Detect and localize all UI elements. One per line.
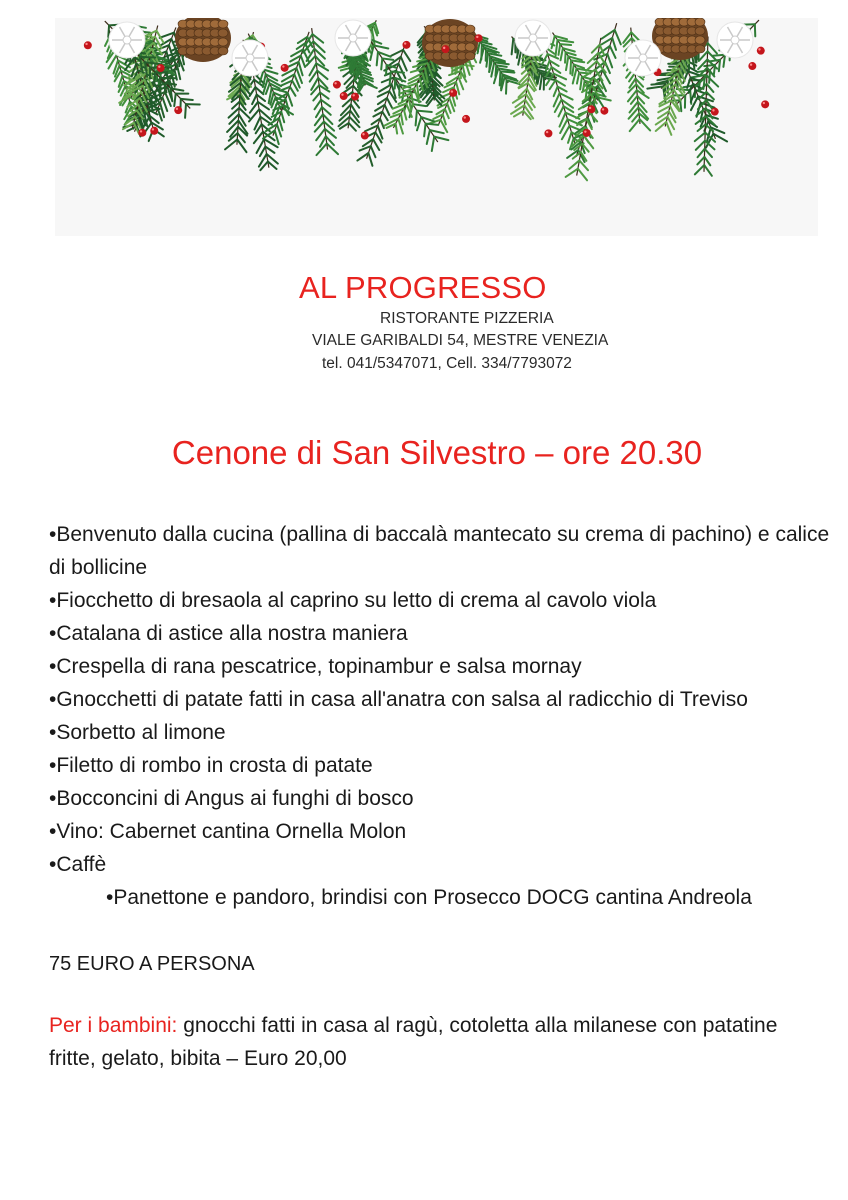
kids-menu-label: Per i bambini: xyxy=(49,1014,178,1037)
menu-list xyxy=(49,518,839,914)
christmas-garland-banner xyxy=(55,18,818,236)
restaurant-type: RISTORANTE PIZZERIA xyxy=(380,310,554,327)
menu-item: •Sorbetto al limone xyxy=(49,721,226,744)
restaurant-name: AL PROGRESSO xyxy=(299,270,547,305)
menu-item: •Benvenuto dalla cucina (pallina di baccalà mantecato su crema di pachino) e calice di bollicine xyxy=(49,523,830,579)
kids-menu xyxy=(49,1009,829,1075)
event-title: Cenone di San Silvestro – ore 20.30 xyxy=(171,434,703,471)
menu-item: •Bocconcini di Angus ai funghi di bosco xyxy=(49,787,414,810)
restaurant-address: VIALE GARIBALDI 54, MESTRE VENEZIA xyxy=(312,332,609,349)
menu-item: •Crespella di rana pescatrice, topinambur e salsa mornay xyxy=(49,655,582,678)
price-per-person: 75 EURO A PERSONA xyxy=(49,953,255,975)
menu-item: •Panettone e pandoro, brindisi con Prosecco DOCG cantina Andreola xyxy=(106,886,752,909)
restaurant-phone: tel. 041/5347071, Cell. 334/7793072 xyxy=(322,355,572,372)
christmas-garland-icon xyxy=(55,18,818,236)
menu-item: •Catalana di astice alla nostra maniera xyxy=(49,622,408,645)
menu-item: •Fiocchetto di bresaola al caprino su letto di crema al cavolo viola xyxy=(49,589,657,612)
menu-item: •Filetto di rombo in crosta di patate xyxy=(49,754,373,777)
menu-item: •Gnocchetti di patate fatti in casa all'anatra con salsa al radicchio di Treviso xyxy=(49,688,748,711)
menu-item: •Caffè xyxy=(49,853,107,876)
kids-menu-text: gnocchi fatti in casa al ragù, cotoletta alla milanese con patatine fritte, gelato, bibita – Euro 20,00 xyxy=(49,1014,778,1070)
menu-item: •Vino: Cabernet cantina Ornella Molon xyxy=(49,820,407,843)
